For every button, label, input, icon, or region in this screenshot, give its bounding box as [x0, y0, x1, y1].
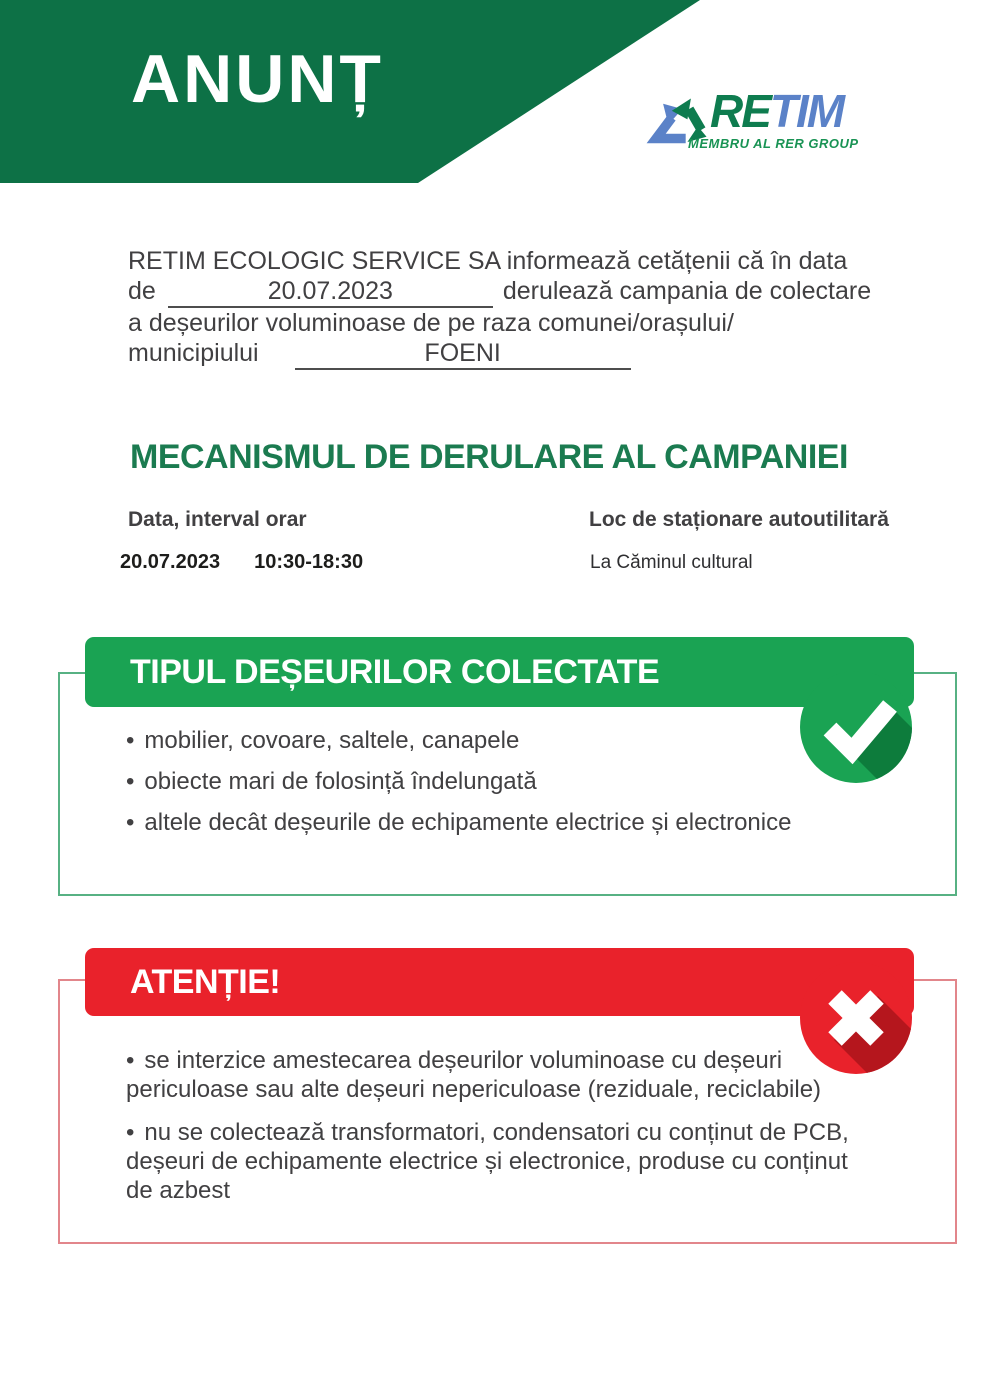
- page-title: ANUNȚ: [131, 41, 384, 117]
- intro-line-2: [128, 276, 938, 308]
- attention-title: ATENȚIE!: [130, 962, 281, 1001]
- intro-line-4-prefix: municipiului: [128, 339, 259, 367]
- schedule-date: 20.07.2023: [120, 551, 221, 573]
- section-heading: MECANISMUL DE DERULARE AL CAMPANIEI: [130, 438, 848, 476]
- retim-logo-tim: TIM: [769, 85, 844, 137]
- collected-list: [126, 727, 906, 850]
- intro-paragraph: [128, 246, 938, 370]
- schedule-date-header: Data, interval orar: [128, 508, 307, 531]
- retim-logo-subtitle: MEMBRU AL RER GROUP: [688, 136, 859, 151]
- list-item: • obiecte mari de folosință îndelungată: [126, 768, 906, 796]
- locality-fill-in: FOENI: [295, 338, 631, 370]
- date-fill-in: 20.07.2023: [168, 276, 493, 308]
- retim-logo: [644, 85, 874, 158]
- intro-line-2-suffix: derulează campania de colectare: [502, 277, 872, 305]
- schedule-interval: 10:30-18:30: [254, 551, 364, 573]
- intro-line-2-prefix: de: [128, 277, 156, 305]
- list-item: • altele decât deșeurile de echipamente electrice și electronice: [126, 809, 906, 837]
- schedule-location: La Căminul cultural: [590, 552, 753, 573]
- intro-line-4: [128, 338, 938, 370]
- retim-logo-re: RE: [710, 85, 770, 137]
- intro-line-1: RETIM ECOLOGIC SERVICE SA informează cetățenii că în data: [128, 247, 848, 275]
- schedule-location-header: Loc de staționare autoutilitară: [589, 508, 889, 531]
- attention-list: [126, 1046, 876, 1219]
- intro-line-3: a deșeurilor voluminoase de pe raza comunei/orașului/: [128, 309, 734, 337]
- list-item: • se interzice amestecarea deșeurilor voluminoase cu deșeuri periculoase sau alte deșeuri nepericuloase (reziduale, reciclabile): [126, 1046, 876, 1104]
- schedule-date-row: [120, 551, 363, 574]
- list-item: • mobilier, covoare, saltele, canapele: [126, 727, 906, 755]
- collected-title: TIPUL DEȘEURILOR COLECTATE: [130, 652, 660, 691]
- retim-logo-text: [710, 84, 843, 138]
- list-item: • nu se colectează transformatori, condensatori cu conținut de PCB, deșeuri de echipamente electrice și electronice, produse cu conținut de azbest: [126, 1118, 876, 1205]
- attention-banner: [85, 948, 914, 1016]
- collected-banner: [85, 637, 914, 707]
